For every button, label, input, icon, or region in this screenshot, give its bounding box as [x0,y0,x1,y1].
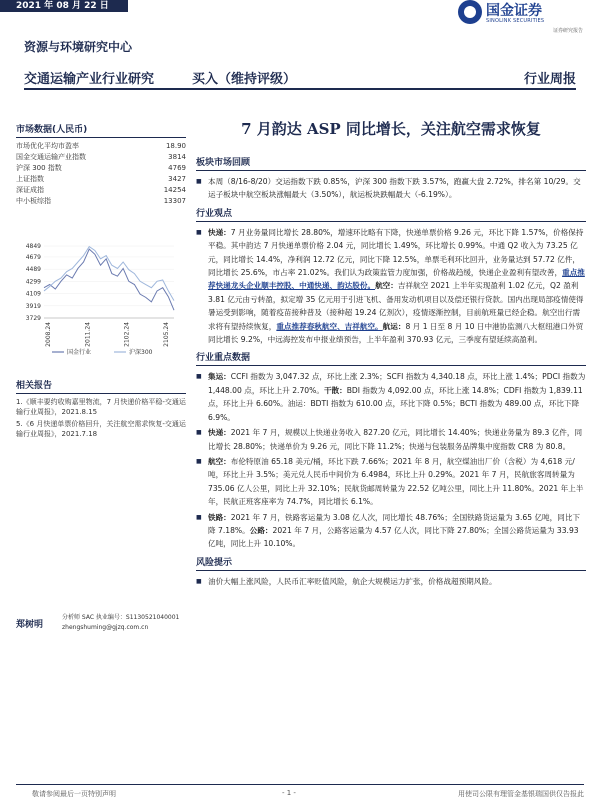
y-tick-label: 4489 [25,266,41,274]
related-item[interactable]: 1.《顺丰要约收购嘉里物流，7 月快递价格平稳-交通运输行业周报》，2021.8.15 [16,398,186,416]
market-row-label: 国金交通运输产业指数 [16,153,86,161]
series-line [44,249,174,310]
market-row-value: 3427 [168,175,186,183]
x-tick-label: 2008.24 [45,322,52,347]
market-row [16,174,186,185]
market-row [16,152,186,163]
legend-label: 国金行业 [67,349,92,356]
footer-note: 用使司公限有理管金基银瑞国供仅告报此 [458,790,584,798]
key-text: BDI 指数为 4,092.00 点，环比上涨 14.8%；CDFI 指数为 1,839.11 点，环比上升 6.60%。油运：BDTI 指数为 610.00 点，环比下降 0.5%；BCTI 指数为 489.00 点，环比下降 6.9%。 [208,385,583,422]
report-type: 行业周报 [523,72,576,87]
key-bullet-rail [196,511,586,551]
index-chart-svg [16,240,186,360]
view-label-ship: 航运： [382,321,406,331]
market-data-title: 市场数据(人民币) [16,122,186,138]
related-item[interactable]: 5.《6 月快递单票价格回升，关注航空需求恢复-交通运输行业周报》，2021.7.18 [16,420,186,438]
logo-cn: 国金证券 [486,3,542,19]
market-row-label: 上证指数 [16,175,44,183]
series-line [44,247,174,301]
logo-sub: 证券研究报告 [553,28,584,34]
risk-title: 风险提示 [196,555,586,571]
view-title: 行业观点 [196,206,586,222]
y-tick-label: 3729 [25,315,41,322]
key-label: 航空： [208,456,231,466]
market-row-label: 沪深 300 指数 [16,164,62,172]
y-tick-label: 4299 [25,278,41,286]
key-bullet-shipping [196,370,586,424]
view-ship-text: 8 月 1 日至 8 月 10 日中港协监测八大枢纽港口外贸同比增长 9.2%，中远海控发布中报业绩预告，上半年盈利 370.93 亿元，三季度有望延续高盈利。 [208,321,584,345]
related-title: 相关报告 [16,378,186,394]
view-express-rec: 重点推荐快递龙头企业顺丰控股、中通快递、韵达股份。 [208,268,585,291]
key-label: 铁路： [208,512,231,522]
market-row-label: 中小板综指 [16,197,51,205]
page-number: - 1 - [282,789,296,797]
header-row [24,68,576,90]
key-bullet-express [196,426,586,453]
market-row-value: 4769 [168,164,186,172]
sinolink-logo [458,0,588,38]
key-data-title: 行业重点数据 [196,350,586,366]
key-label: 干散： [323,385,347,395]
key-label: 快递： [208,428,231,438]
market-row-value: 14254 [163,186,186,194]
logo-icon [458,0,482,24]
risk-text: ■ 油价大幅上涨风险，人民币汇率贬值风险，航企大规模运力扩张，价格战超预期风险。 [196,575,586,588]
market-row-label: 深证成指 [16,186,44,194]
x-tick-label: 2102.24 [123,322,131,347]
analyst-role: 分析师 SAC 执业编号：S1130521040001 [62,614,180,621]
market-row [16,141,186,152]
logo-en: SINOLINK SECURITIES [486,18,545,24]
legend-label: 沪深300 [129,349,153,356]
rating: 买入（维持评级） [192,72,297,87]
review-title: 板块市场回顾 [196,155,586,171]
analyst-block [16,613,186,639]
view-air-rec: 重点推荐春秋航空、吉祥航空。 [276,321,383,331]
view-air-text: 吉祥航空 2021 上半年实现盈利 1.02 亿元，Q2 盈利 3.81 亿元由亏转盈，拟定增 35 亿元用于引进飞机、备用发动机项目以及偿还银行贷款。国内出现局部疫情使得暑运受到影响，随着疫苗接种普及（接种超 19.24 亿剂次），疫情逐渐控制，目前航班量已经企稳。航空出行需求将有望持续恢复， [208,281,584,331]
key-bullet-air [196,455,586,509]
market-data-panel [16,122,186,207]
index-chart [16,240,186,360]
department: 资源与环境研究中心 [24,40,133,54]
y-tick-label: 4679 [25,253,41,261]
key-text: 布伦特原油 65.18 美元/桶，环比下跌 7.66%；2021 年 8 月，航空煤油出厂价（含税）为 4,618 元/吨，环比上升 3.5%；美元兑人民币中间价为 6.4984，环比上升 0.29%。2021 年 7 月，民航旅客周转量为 735.06 亿人公里，同比上升 32.10%；民航货邮周转量为 22.52 亿吨公里，同比上升 11.80%。2021 年上半年，民航正班客座率为 74.7%，同比增长 6.1%。 [208,456,584,507]
analyst-name: 郑树明 [16,620,44,630]
market-row-value: 18.90 [165,142,186,150]
market-row [16,163,186,174]
main-title: 7 月韵达 ASP 同比增长，关注航空需求恢复 [241,120,541,138]
related-reports [16,378,186,441]
y-tick-label: 4849 [25,243,41,250]
report-date: 2021 年 08 月 22 日 [16,1,109,11]
review-text: ■ 本周（8/16-8/20）交运指数下跌 0.85%，沪深 300 指数下跌 3.57%，跑赢大盘 2.72%，排名第 10/29。交运子板块中航空板块涨幅最大（3.50%），航运板块跌幅最大（-6.19%）。 [196,175,586,202]
market-row [16,185,186,196]
y-tick-label: 4109 [25,290,41,298]
view-label-express: 快递： [208,227,231,237]
y-tick-label: 3919 [25,302,41,310]
analyst-email[interactable]: zhengshuming@gjzq.com.cn [62,624,149,631]
key-label: 公路： [249,525,273,535]
analyst-info [62,613,179,633]
market-row-label: 市场优化平均市盈率 [16,142,79,150]
market-row [16,196,186,207]
key-text: 2021 年 7 月，公路客运量为 4.57 亿人次，同比下降 27.80%；全国公路货运量为 33.93 亿吨，同比上升 10.10%。 [208,525,579,549]
view-label-air: 航空： [375,281,398,291]
footer [16,784,584,800]
market-row-value: 3814 [168,153,186,161]
key-text: CCFI 指数为 3,047.32 点，环比上涨 2.3%；SCFI 指数为 4,340.18 点，环比上涨 1.4%；PDCI 指数为 1,448.00 点，环比上升 2.70%。 [208,372,586,395]
market-data-rows [16,141,186,207]
market-row-value: 13307 [163,197,186,205]
footer-disclaimer: 敬请参阅最后一页特别声明 [32,790,116,798]
key-text: 2021 年 7 月，铁路客运量为 3.08 亿人次，同比增长 48.76%；全国铁路货运量为 3.65 亿吨，同比下降 7.18%。 [208,512,581,535]
view-express-text: 7 月业务量同比增长 28.80%，增速环比略有下降，快递单票价格 9.26 元，环比下降 1.57%，价格保持平稳。其中韵达 7 月快递单票价格 2.04 元，同比增长 1.49%，环比增长 0.99%。中通 Q2 收入为 73.25 亿元，同比增长 14.4%，净利润 12.72 亿元，同比下降 12.5%，单票毛利环比回升，业务量达到 57.72 亿件，同比增长 25.6%，市占率 21.02%。我们认为政策监管力度加强，价格战趋缓，快递企业盈利有望改善， [208,227,584,278]
x-tick-label: 2105.24 [163,322,170,347]
industry-title: 交通运输产业行业研究 [24,72,155,87]
view-bullet [196,226,586,347]
key-text: 2021 年 7 月，规模以上快递业务收入 827.20 亿元，同比增长 14.40%；快递业务量为 89.3 亿件，同比增长 28.80%；快递单价为 9.26 元，同比下降 11.2%；快递与包装服务品牌集中度指数 CR8 为 80.8。 [208,428,583,451]
key-label: 集运： [208,372,231,382]
x-tick-label: 2011.24 [84,322,92,347]
main-content [196,118,586,590]
